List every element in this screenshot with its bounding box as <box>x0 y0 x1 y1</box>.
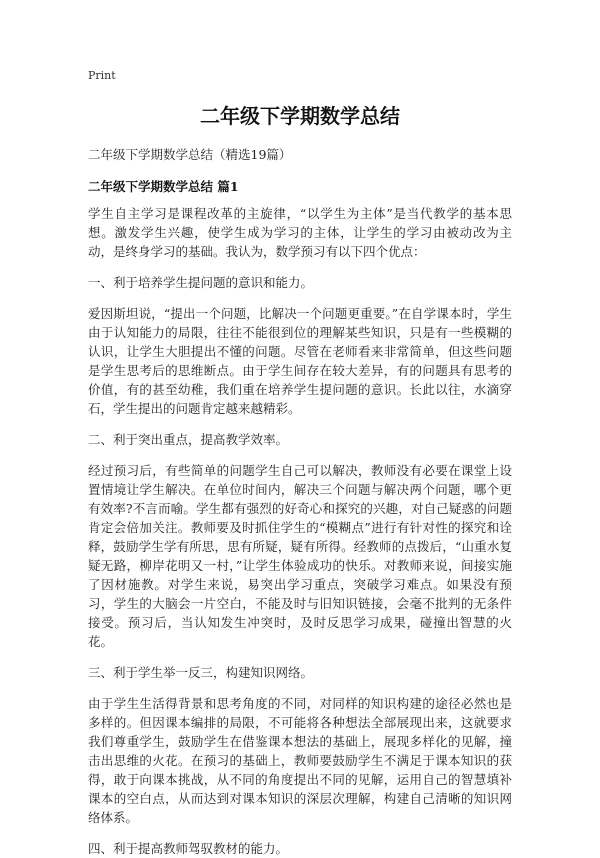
point-heading-1: 一、利于培养学生提问题的意识和能力。 <box>88 275 314 290</box>
point-heading-2: 二、利于突出重点，提高教学效率。 <box>88 432 289 447</box>
document-subtitle: 二年级下学期数学总结（精选19篇） <box>88 147 292 162</box>
point-heading-4: 四、利于提高教师驾驭教材的能力。 <box>88 841 289 856</box>
point-paragraph-3: 由于学生生活得背景和思考角度的不同，对同样的知识构建的途径必然也是多样的。但因课本编排的局限，不可能将各种想法全部展现出来，这就要求我们尊重学生，鼓励学生在借鉴课本想法的基础上，展现多样化的见解，撞击出思维的火花。在预习的基础上，教师要鼓励学生不满足于课本知识的获得，敢于向课本挑战，从不同的角度提出不同的见解，运用自己的智慧填补课本的空白点，从而达到对课本知识的深层次理解，构建自己清晰的知识网络体系。 <box>88 696 512 825</box>
section-heading: 二年级下学期数学总结 篇1 <box>88 179 239 194</box>
point-paragraph-1: 爱因斯坦说，“提出一个问题，比解决一个问题更重要。”在自学课本时，学生由于认知能力的局限，往往不能很到位的理解某些知识，只是有一些模糊的认识，让学生大胆提出不懂的问题。尽管在老师看来非常简单，但这些问题是学生思考后的思维断点。由于学生间存在较大差异，有的问题具有思考的价值，有的甚至幼稚，我们重在培养学生提问题的意识。长此以往，水滴穿石，学生提出的问题肯定越来越精彩。 <box>88 306 512 416</box>
page-title: 二年级下学期数学总结 <box>200 104 400 128</box>
point-paragraph-2: 经过预习后，有些简单的问题学生自己可以解决，教师没有必要在课堂上设置情境让学生解决。在单位时间内，解决三个问题与解决两个问题，哪个更有效率?不言而喻。学生都有强烈的好奇心和探究的兴趣，对自己疑惑的问题肯定会倍加关注。教师要及时抓住学生的“模糊点”进行有针对性的探究和诠释，鼓励学生学有所思，思有所疑，疑有所得。经教师的点拨后，“山重水复疑无路，柳岸花明又一村，”让学生体验成功的快乐。对教师来说，间接实施了因材施教。对学生来说，易突出学习重点，突破学习难点。如果没有预习，学生的大脑会一片空白，不能及时与旧知识链接，会毫不批判的无条件接受。预习后，当认知发生冲突时，及时反思学习成果，碰撞出智慧的火花。 <box>88 463 512 649</box>
intro-paragraph: 学生自主学习是课程改革的主旋律，“以学生为主体”是当代教学的基本思想。激发学生兴趣，使学生成为学习的主体，让学生的学习由被动改为主动，是终身学习的基础。我认为，数学预习有以下四个优点： <box>88 206 512 259</box>
point-heading-3: 三、利于学生举一反三，构建知识网络。 <box>88 665 314 680</box>
print-link[interactable]: Print <box>88 69 116 82</box>
